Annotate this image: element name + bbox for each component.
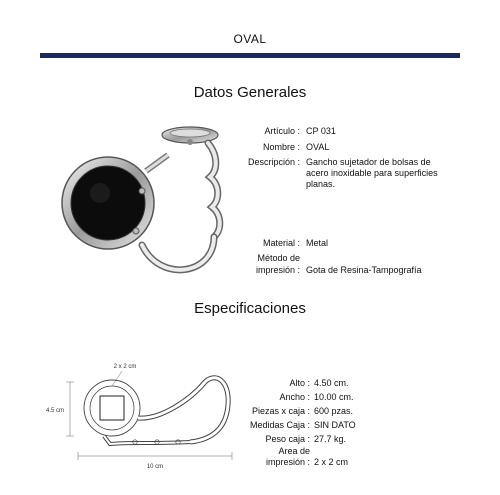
header-divider-bar [40,53,460,58]
specifications-heading: Especificaciones [194,300,306,317]
general-data-fields: Artículo : CP 031 Nombre : OVAL Descripción : Gancho sujetador de bolsas de acero inoxidable para superficies planas. Material : Metal Método de impresión : Gota de Resina-Tampografía [247,126,438,275]
height-dimension-label: 4.5 cm [45,408,64,414]
width-dimension-label: 10 cm [146,464,164,470]
specification-fields: Alto : 4.50 cm. Ancho : 10.00 cm. Piezas x caja : 600 pzas. Medidas Caja : SIN DATO Peso caja : 27.7 kg. Area de impresión : 2 x 2 cm [249,378,356,467]
page-title: OVAL [233,32,267,46]
general-data-heading: Datos Generales [193,84,307,101]
square-size-label: 2 x 2 cm [113,364,137,370]
